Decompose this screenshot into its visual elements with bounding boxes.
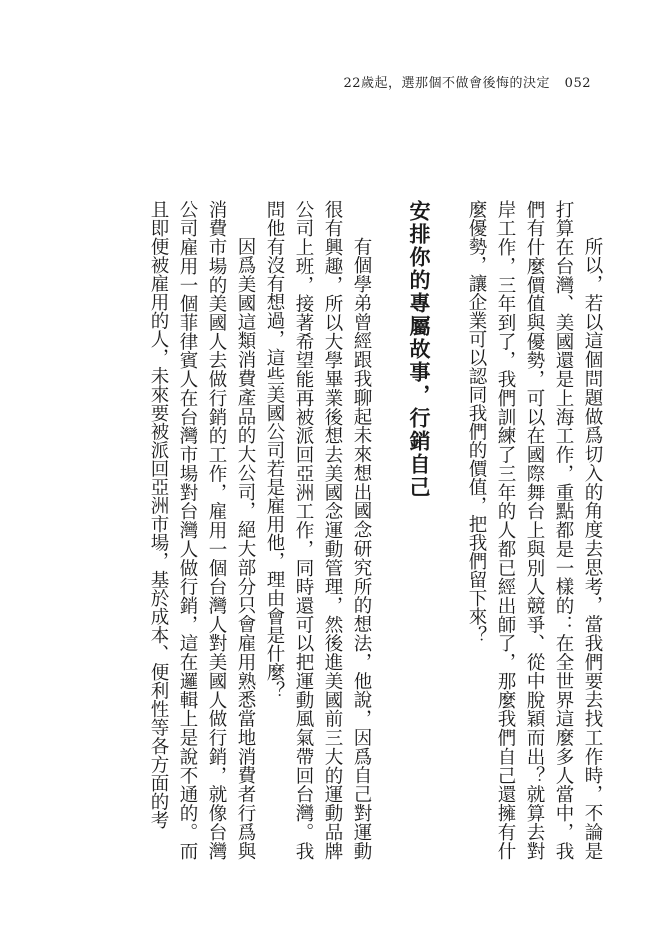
paragraph-2: 有個學弟曾經跟我聊起未來想出國念研究所的想法，他說，因爲自己對運動很有興趣，所以大學畢業後想去美國念運動管理，然後進美國前三大的運動品牌公司上班，接著希望能再被派回亞洲工作，同時還可以把運動風氣帶回台灣。我問他有沒有想過，這些美國公司若是雇用他，理由會是什麼？ (264, 200, 372, 860)
chapter-title: 22歲起，選那個不做會後悔的決定 (343, 76, 551, 91)
paragraph-1: 所以，若以這個問題做爲切入的角度去思考，當我們要去找工作時，不論是打算在台灣、美國還是上海工作，重點都是一樣的：在全世界這麼多人當中，我們有什麼價值與優勢，可以在國際舞台上與別人競爭、從中脫穎而出？就算去對岸工作，三年到了，我們訓練了三年的人都已經出師了，那麼我們自己還擁有什麼優勢，讓企業可以認同我們的價值，把我們留下來？ (466, 200, 603, 860)
body-text (144, 200, 607, 860)
paragraph-3: 因爲美國這類消費產品的大公司，絕大部分只會雇用熟悉當地消費者行爲與消費市場的美國人去做行銷的工作，雇用一個台灣人對美國人做行銷，就像台灣公司雇用一個菲律賓人在台灣市場對台灣人做行銷，這在邏輯上是說不通的。而且即便被雇用的人，未來要被派回亞洲市場，基於成本、便利性等各方面的考 (148, 200, 256, 860)
page-number: 052 (564, 76, 591, 91)
running-head (343, 72, 591, 91)
section-heading: 安排你的專屬故事，行銷自己 (407, 200, 431, 499)
